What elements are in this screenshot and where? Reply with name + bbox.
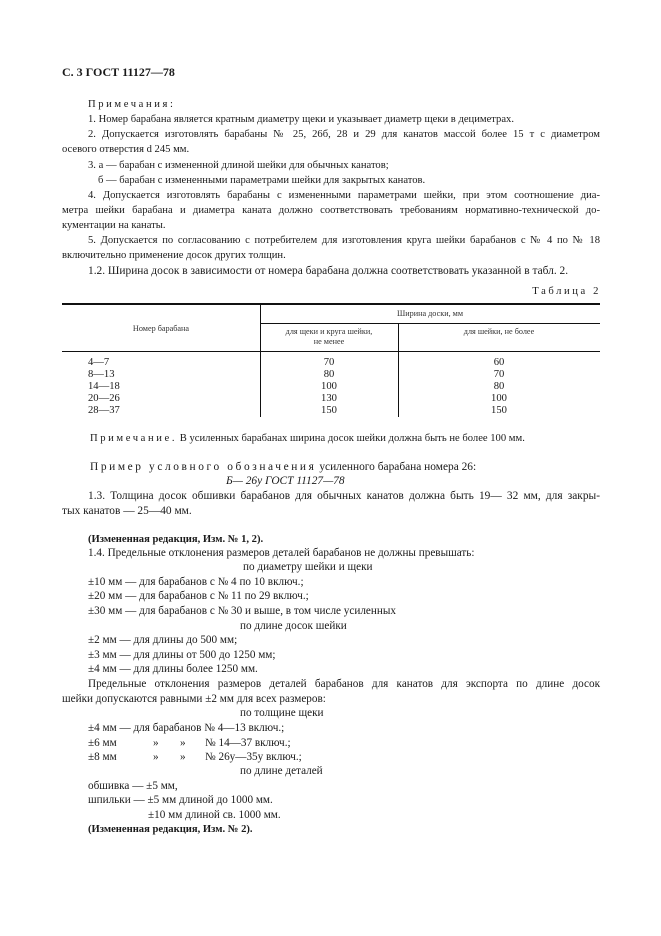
note-3b: б — барабан с измененными параметрами шейки для закрытых канатов. — [98, 175, 426, 186]
col-header-cheek: для щеки и круга шейки, — [285, 327, 373, 336]
note-5: 5. Допускается по согласованию с потребителем для изготовления круга шейки барабанов с № 4 по № 18 — [88, 235, 600, 246]
range-text: № 14—37 включ.; — [205, 737, 291, 749]
paragraph-1-3: 1.3. Толщина досок обшивки барабанов для обычных канатов должна быть 19— 32 мм, для закры- — [88, 490, 600, 502]
subheading-parts: по длине деталей — [240, 765, 323, 777]
col-header-drum-number: Номер барабана — [132, 324, 190, 333]
note-4-cont: метра шейки барабана и диаметра каната должно соответствовать требованиям нормативно-технической до- — [62, 205, 600, 216]
col-header-neck: для шейки, не более — [463, 327, 535, 336]
table-cell-drum-number: 14—18 — [88, 381, 120, 392]
table-cell-drum-number: 8—13 — [88, 369, 115, 380]
table-cell-cheek-width: 70 — [323, 357, 335, 368]
example-text: усиленного барабана номера 26: — [319, 461, 477, 473]
tolerance-length-3: ±4 мм — для длины более 1250 мм. — [88, 663, 258, 675]
ditto-mark: » — [180, 751, 186, 763]
subheading-thickness: по толщине щеки — [240, 707, 324, 719]
tolerance-diameter-1: ±10 мм — для барабанов с № 4 по 10 включ.; — [88, 576, 304, 588]
table-note — [90, 432, 525, 445]
tolerance-length-1: ±2 мм — для длины до 500 мм; — [88, 634, 238, 646]
tolerance-diameter-3: ±30 мм — для барабанов с № 30 и выше, в том числе усиленных — [88, 605, 396, 617]
tolerance-thickness-2 — [88, 737, 291, 750]
table-cell-drum-number: 28—37 — [88, 405, 120, 416]
paragraph-1-3-cont: тых канатов — 25—40 мм. — [62, 505, 192, 517]
tolerance-diameter-2: ±20 мм — для барабанов с № 11 по 29 включ.; — [88, 590, 309, 602]
table-cell-neck-width: 70 — [493, 369, 505, 380]
revision-note-2: (Измененная редакция, Изм. № 2). — [88, 824, 253, 835]
ditto-mark: » — [153, 751, 159, 763]
table-cell-neck-width: 60 — [493, 357, 505, 368]
page-header: С. 3 ГОСТ 11127—78 — [62, 65, 175, 79]
table-caption: Таблица 2 — [532, 286, 601, 297]
table-cell-neck-width: 100 — [491, 393, 507, 404]
table-cell-cheek-width: 130 — [321, 393, 337, 404]
table-cell-drum-number: 20—26 — [88, 393, 120, 404]
note-2-cont: осевого отверстия d 245 мм. — [62, 144, 190, 155]
table-cell-drum-number: 4—7 — [88, 357, 110, 368]
tolerance-sheathing: обшивка — ±5 мм, — [88, 780, 178, 792]
notes-title: Примечания: — [88, 99, 176, 110]
table-note-label: Примечание. — [90, 433, 178, 444]
tolerance-thickness-1: ±4 мм — для барабанов № 4—13 включ.; — [88, 722, 285, 734]
tolerance-thickness-3 — [88, 751, 302, 764]
note-4-end: кументации на канаты. — [62, 220, 166, 231]
subheading-length: по длине досок шейки — [240, 620, 347, 632]
paragraph-1-4: 1.4. Предельные отклонения размеров деталей барабанов не должны превышать: — [88, 547, 475, 559]
note-3a: 3. а — барабан с измененной длиной шейки для обычных канатов; — [88, 160, 389, 171]
note-2: 2. Допускается изготовлять барабаны № 25, 26б, 28 и 29 для канатов массой более 15 т с диаметром — [88, 129, 600, 140]
export-tolerance-cont: шейки допускаются равными ±2 мм для всех размеров: — [62, 693, 326, 705]
table-cell-cheek-width: 100 — [321, 381, 337, 392]
range-text: № 26у—35у включ.; — [205, 751, 302, 763]
col-header-cheek-min: не менее — [313, 337, 345, 346]
col-group-board-width: Ширина доски, мм — [396, 309, 464, 318]
subheading-diameter: по диаметру шейки и щеки — [243, 561, 373, 573]
example-label: Пример условного обозначения — [90, 461, 317, 473]
note-5-cont: включительно применение досок других толщин. — [62, 250, 286, 261]
example — [90, 461, 476, 474]
ditto-mark: » — [153, 737, 159, 749]
tolerance-value: ±8 мм — [88, 751, 117, 763]
tolerance-value: ±6 мм — [88, 737, 117, 749]
tolerance-studs-2: ±10 мм длиной св. 1000 мм. — [148, 809, 281, 821]
ditto-mark: » — [180, 737, 186, 749]
table-cell-neck-width: 150 — [491, 405, 507, 416]
revision-note-1: (Измененная редакция, Изм. № 1, 2). — [88, 534, 264, 545]
table-note-text: В усиленных барабанах ширина досок шейки должна быть не более 100 мм. — [179, 433, 525, 444]
paragraph-1-2: 1.2. Ширина досок в зависимости от номера барабана должна соответствовать указанной в табл. 2. — [88, 265, 569, 277]
table-cell-cheek-width: 150 — [321, 405, 337, 416]
note-1: 1. Номер барабана является кратным диаметру щеки и указывает диаметр щеки в дециметрах. — [88, 114, 514, 125]
export-tolerance: Предельные отклонения размеров деталей барабанов для канатов для экспорта по длине досок — [88, 678, 600, 690]
note-4: 4. Допускается изготовлять барабаны с измененными параметрами шейки, при этом соотношение диа- — [88, 190, 600, 201]
example-designation: Б— 26у ГОСТ 11127—78 — [226, 475, 345, 487]
table-cell-neck-width: 80 — [493, 381, 505, 392]
table-cell-cheek-width: 80 — [323, 369, 335, 380]
tolerance-studs-1: шпильки — ±5 мм длиной до 1000 мм. — [88, 794, 273, 806]
tolerance-length-2: ±3 мм — для длины от 500 до 1250 мм; — [88, 649, 276, 661]
